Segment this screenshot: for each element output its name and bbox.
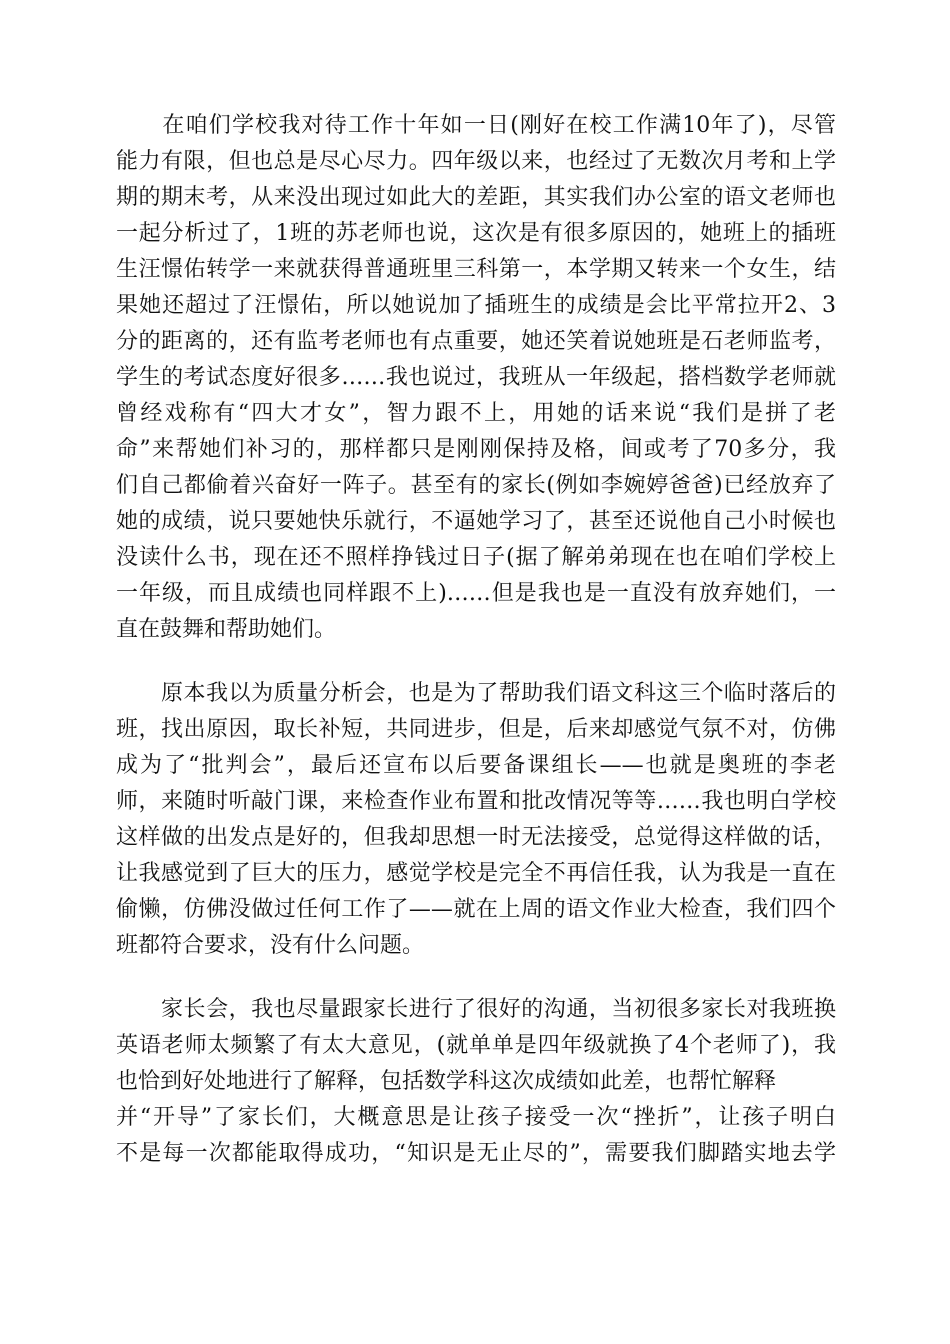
paragraph-spacer	[116, 648, 836, 676]
text-line: 家长会，我也尽量跟家长进行了很好的沟通，当初很多家长对我班换	[116, 997, 836, 1022]
paragraph-1	[116, 108, 836, 648]
text-line: 分的距离的，还有监考老师也有点重要，她还笑着说她班是石老师监考，	[116, 329, 836, 354]
text-line: 偷懒，仿佛没做过任何工作了——就在上周的语文作业大检查，我们四个	[116, 897, 836, 922]
text-line: 一年级，而且成绩也同样跟不上)……但是我也是一直没有放弃她们，一	[116, 581, 836, 606]
text-line: 直在鼓舞和帮助她们。	[116, 617, 337, 642]
text-line: 也恰到好处地进行了解释，包括数学科这次成绩如此差，也帮忙解释	[116, 1069, 777, 1094]
text-line: 英语老师太频繁了有太大意见，(就单单是四年级就换了4个老师了)，我	[116, 1033, 836, 1058]
text-line: 生汪憬佑转学一来就获得普通班里三科第一，本学期又转来一个女生，结	[116, 257, 836, 282]
text-line: 这样做的出发点是好的，但我却思想一时无法接受，总觉得这样做的话，	[116, 825, 836, 850]
text-line: 学生的考试态度好很多……我也说过，我班从一年级起，搭档数学老师就	[116, 365, 836, 390]
text-line: 原本我以为质量分析会，也是为了帮助我们语文科这三个临时落后的	[116, 681, 836, 706]
document-body	[116, 108, 836, 1172]
text-line: 成为了“批判会”，最后还宣布以后要备课组长——也就是奥班的李老	[116, 753, 836, 778]
text-line: 不是每一次都能取得成功，“知识是无止尽的”，需要我们脚踏实地去学	[116, 1141, 836, 1166]
paragraph-spacer	[116, 964, 836, 992]
text-line: 班，找出原因，取长补短，共同进步，但是，后来却感觉气氛不对，仿佛	[116, 717, 836, 742]
text-line: 曾经戏称有“四大才女”，智力跟不上，用她的话来说“我们是拼了老	[116, 401, 836, 426]
text-line: 果她还超过了汪憬佑，所以她说加了插班生的成绩是会比平常拉开2、3	[116, 293, 836, 318]
text-line: 没读什么书，现在还不照样挣钱过日子(据了解弟弟现在也在咱们学校上	[116, 545, 836, 570]
text-line: 并“开导”了家长们，大概意思是让孩子接受一次“挫折”，让孩子明白	[116, 1105, 836, 1130]
text-line: 期的期末考，从来没出现过如此大的差距，其实我们办公室的语文老师也	[116, 185, 836, 210]
text-line: 们自己都偷着兴奋好一阵子。甚至有的家长(例如李婉婷爸爸)已经放弃了	[116, 473, 836, 498]
paragraph-3	[116, 992, 836, 1172]
text-line: 一起分析过了，1班的苏老师也说，这次是有很多原因的，她班上的插班	[116, 221, 836, 246]
text-line: 能力有限，但也总是尽心尽力。四年级以来，也经过了无数次月考和上学	[116, 149, 836, 174]
text-line: 师，来随时听敲门课，来检查作业布置和批改情况等等……我也明白学校	[116, 789, 836, 814]
text-line: 命”来帮她们补习的，那样都只是刚刚保持及格，间或考了70多分，我	[116, 437, 836, 462]
text-line: 她的成绩，说只要她快乐就行，不逼她学习了，甚至还说他自己小时候也	[116, 509, 836, 534]
text-line: 在咱们学校我对待工作十年如一日(刚好在校工作满10年了)，尽管	[116, 113, 836, 138]
text-line: 班都符合要求，没有什么问题。	[116, 933, 425, 958]
text-line: 让我感觉到了巨大的压力，感觉学校是完全不再信任我，认为我是一直在	[116, 861, 836, 886]
paragraph-2	[116, 676, 836, 964]
